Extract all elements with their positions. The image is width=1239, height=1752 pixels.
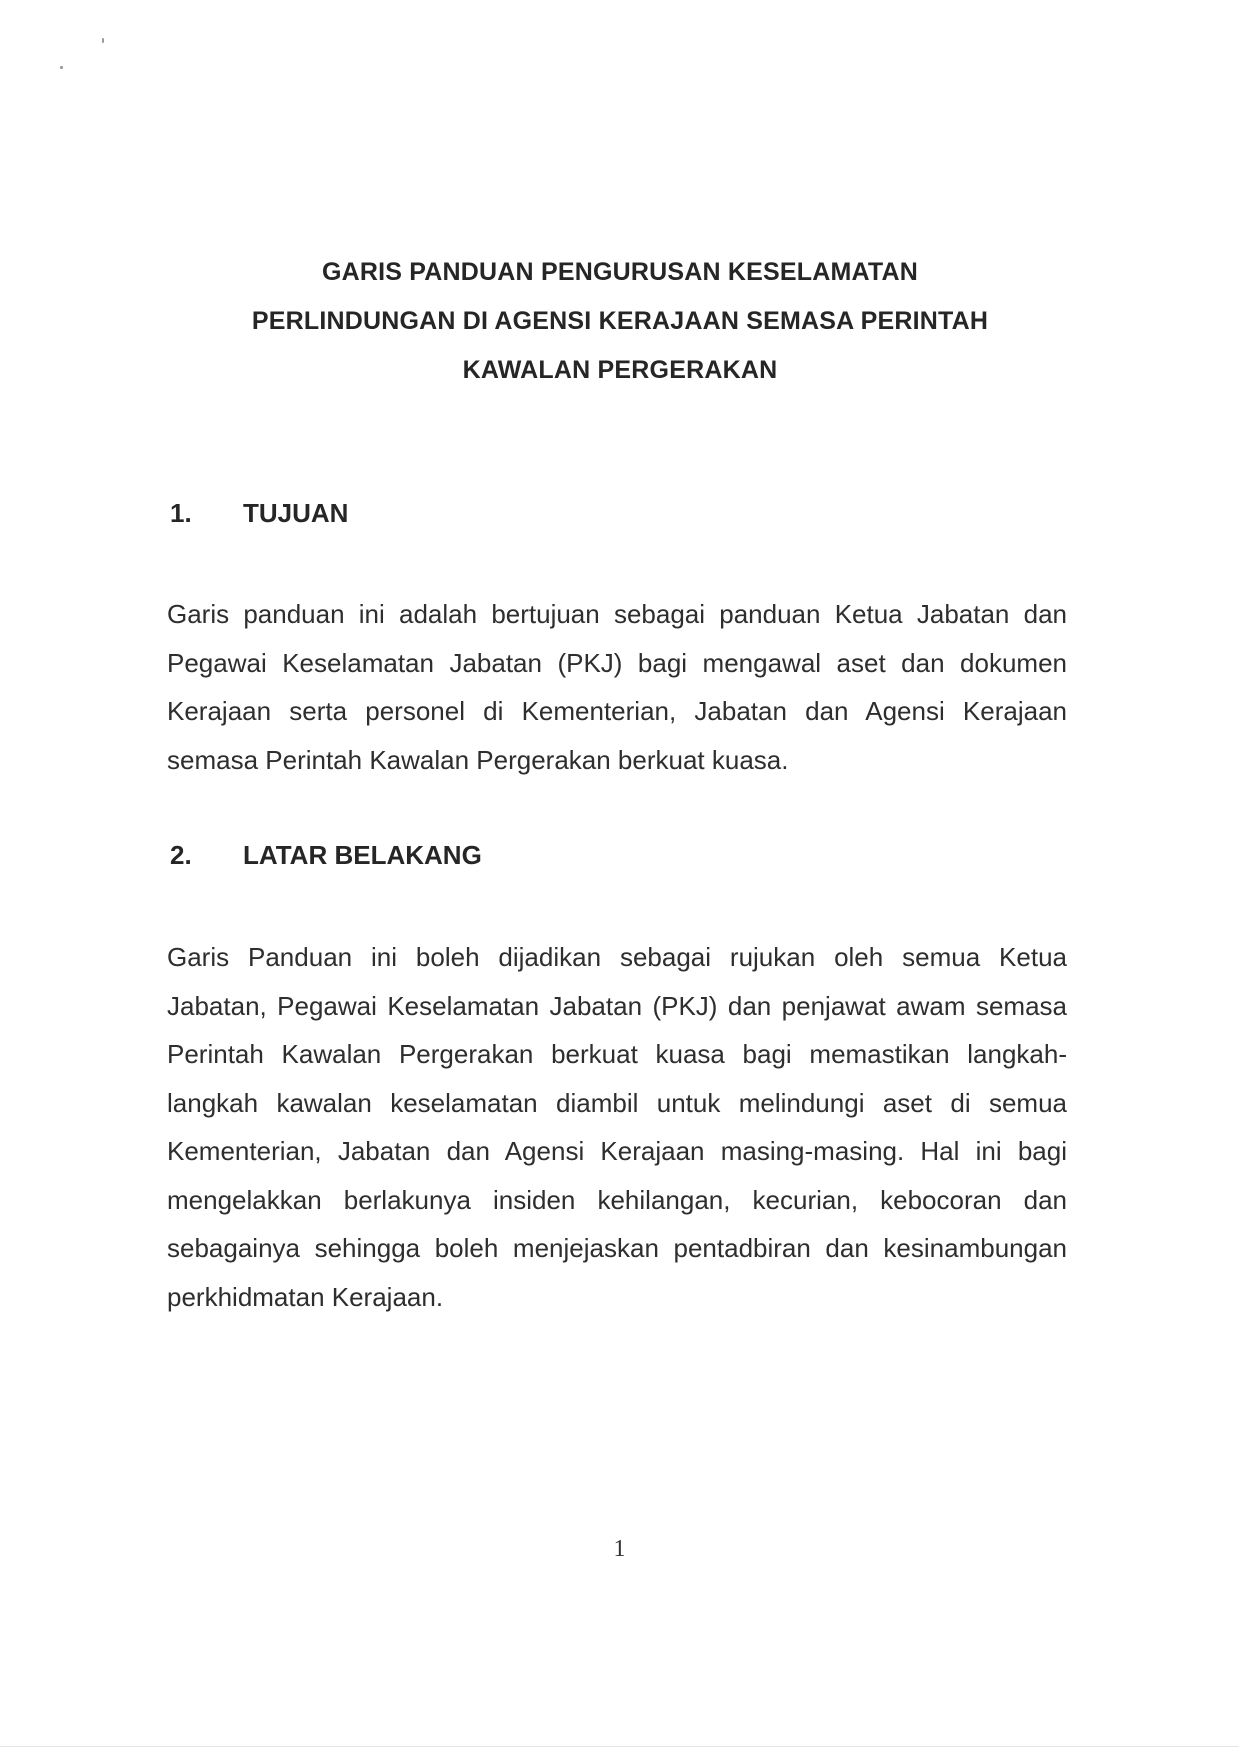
title-line: PERLINDUNGAN DI AGENSI KERAJAAN SEMASA PERINTAH: [251, 307, 989, 335]
scan-speck: [102, 38, 104, 43]
section-title: LATAR BELAKANG: [243, 840, 482, 870]
title-line: GARIS PANDUAN PENGURUSAN KESELAMATAN: [321, 258, 919, 286]
section-body-latar-belakang: Garis Panduan ini boleh dijadikan sebagai rujukan oleh semua Ketua Jabatan, Pegawai Keselamatan Jabatan (PKJ) dan penjawat awam semasa Perintah Kawalan Pergerakan berkuat kuasa bagi memastikan langkah-langkah kawalan keselamatan diambil untuk melindungi aset di semua Kementerian, Jabatan dan Agensi Kerajaan masing-masing. Hal ini bagi mengelakkan berlakunya insiden kehilangan, kecurian, kebocoran dan sebagainya sehingga boleh menjejaskan pentadbiran dan kesinambungan perkhidmatan Kerajaan.: [167, 942, 1067, 1312]
section-number: 2.: [170, 840, 192, 870]
scan-edge-line: [0, 1746, 1239, 1747]
page-number: 1: [613, 1536, 626, 1562]
scan-speck: [60, 66, 63, 69]
section-heading-tujuan: [170, 498, 348, 529]
section-body-tujuan: Garis panduan ini adalah bertujuan sebagai panduan Ketua Jabatan dan Pegawai Keselamatan Jabatan (PKJ) bagi mengawal aset dan dokumen Kerajaan serta personel di Kementerian, Jabatan dan Agensi Kerajaan semasa Perintah Kawalan Pergerakan berkuat kuasa.: [167, 599, 1067, 775]
title-line: KAWALAN PERGERAKAN: [462, 356, 778, 384]
document-title: [170, 248, 1070, 395]
section-number: 1.: [170, 498, 192, 528]
section-title: TUJUAN: [243, 498, 349, 528]
section-heading-latar-belakang: [170, 840, 482, 871]
